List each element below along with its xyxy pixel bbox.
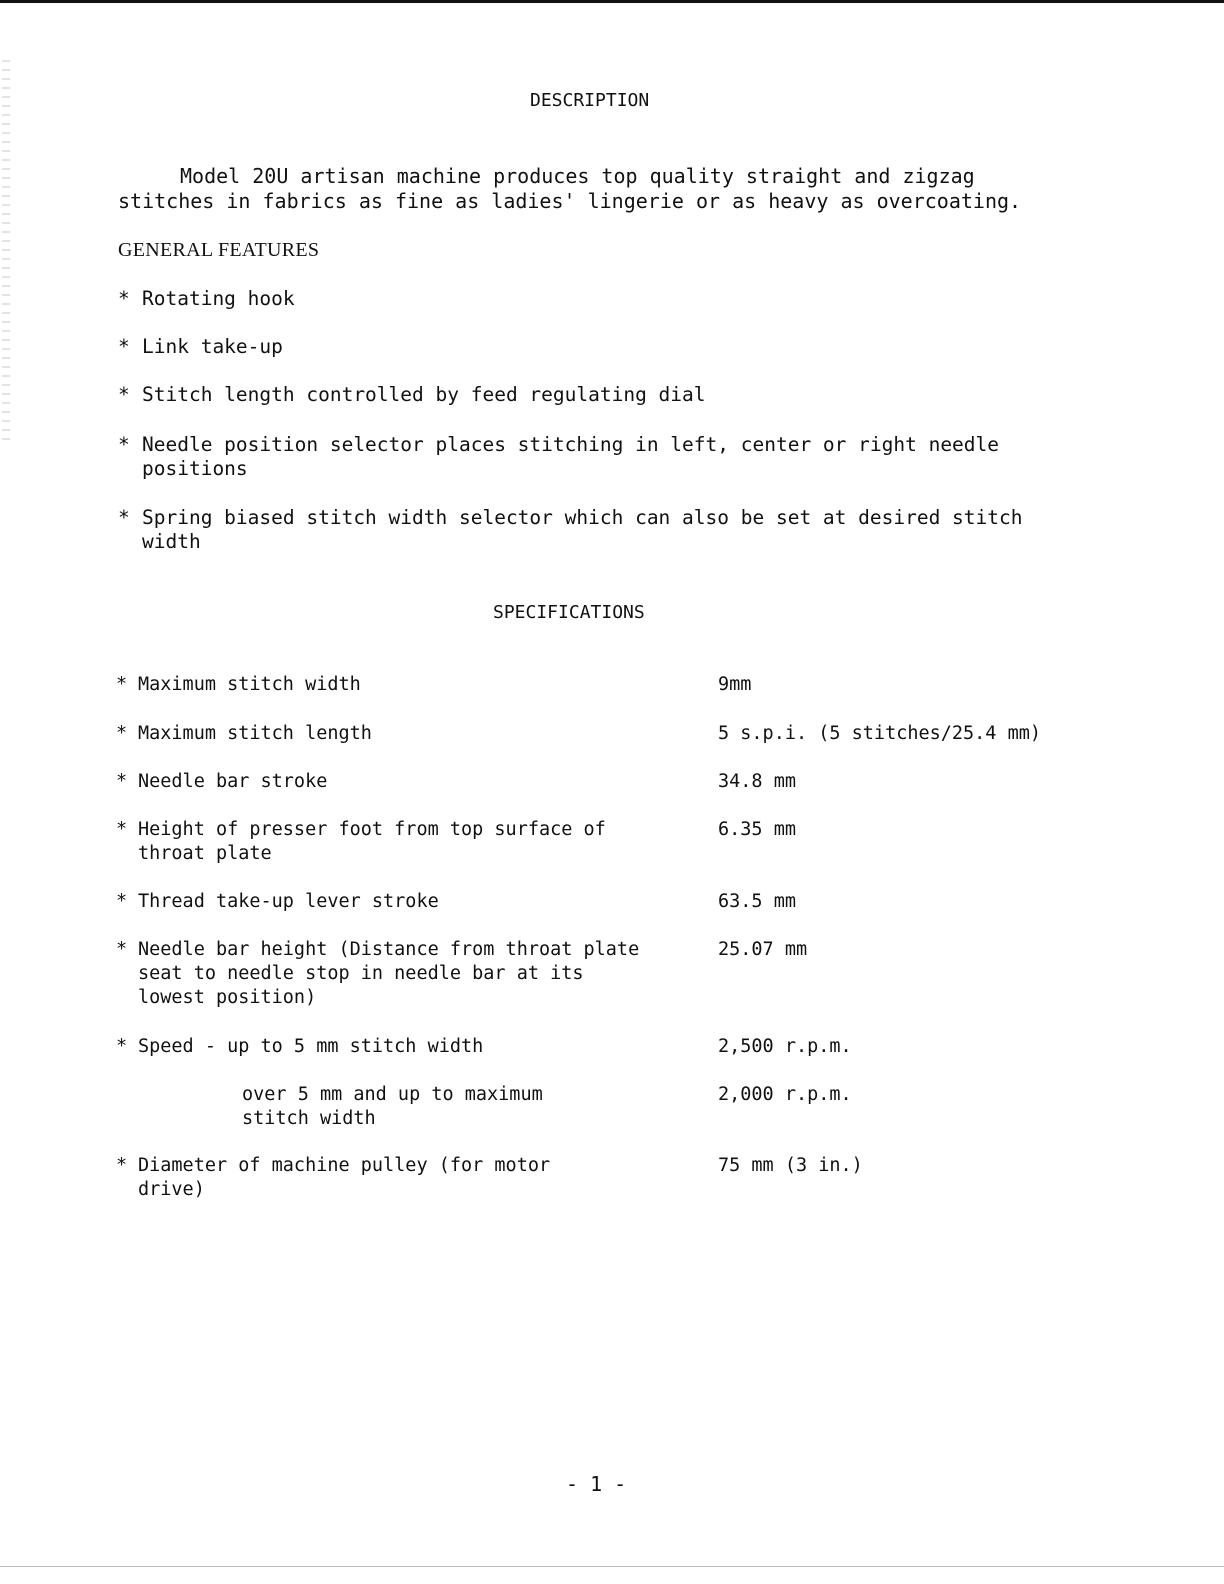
bullet-marker: *: [118, 383, 130, 406]
spec-label: [116, 770, 676, 794]
spec-value: 9mm: [718, 674, 752, 695]
feature-text: Needle position selector places stitching in left, center or right needle positions: [142, 433, 1000, 480]
spec-value: 63.5 mm: [718, 891, 796, 912]
spec-label-text: Thread take-up lever stroke: [138, 891, 439, 912]
bullet-marker: *: [116, 819, 128, 840]
bullet-marker: *: [118, 287, 130, 310]
feature-item: [118, 383, 1078, 407]
spec-value: 75 mm (3 in.): [718, 1155, 863, 1176]
description-line-2: stitches in fabrics as fine as ladies' lingerie or as heavy as overcoating.: [118, 189, 1022, 213]
spec-label: [116, 1154, 616, 1202]
spec-value: 25.07 mm: [718, 939, 808, 960]
feature-text: Rotating hook: [142, 287, 295, 310]
spec-label-text: Needle bar height (Distance from throat plate seat to needle stop in needle bar at its lowest position): [138, 939, 640, 1008]
bullet-marker: *: [116, 1155, 128, 1176]
bullet-marker: *: [118, 433, 130, 456]
spec-value: 5 s.p.i. (5 stitches/25.4 mm): [718, 723, 1042, 744]
spec-label-text: Maximum stitch width: [138, 674, 361, 695]
specifications-heading: SPECIFICATIONS: [493, 602, 645, 623]
general-features-title: GENERAL FEATURES: [118, 239, 320, 261]
bullet-marker: *: [116, 939, 128, 960]
spec-value: 2,000 r.p.m.: [718, 1084, 852, 1105]
spec-label-text: Height of presser foot from top surface of throat plate: [138, 819, 606, 864]
bullet-marker: *: [116, 723, 128, 744]
bottom-border-rule: [0, 1566, 1224, 1567]
spec-label-text: over 5 mm and up to maximum stitch width: [242, 1084, 543, 1129]
spec-label: [116, 722, 676, 746]
spec-label: [116, 890, 676, 914]
spec-label: [116, 818, 656, 866]
bullet-marker: *: [118, 506, 130, 529]
description-paragraph: [118, 164, 1078, 214]
feature-item: [118, 433, 1058, 481]
bullet-marker: *: [116, 1036, 128, 1057]
scan-edge-marks: [2, 60, 10, 440]
feature-item: [118, 506, 1083, 554]
spec-label: [116, 938, 646, 1010]
spec-value: 2,500 r.p.m.: [718, 1036, 852, 1057]
spec-label-text: Speed - up to 5 mm stitch width: [138, 1036, 484, 1057]
bullet-marker: *: [118, 335, 130, 358]
description-line-1: Model 20U artisan machine produces top quality straight and zigzag: [180, 164, 975, 188]
spec-label: [116, 1035, 676, 1059]
feature-text: Link take-up: [142, 335, 283, 358]
bullet-marker: *: [116, 771, 128, 792]
bullet-marker: *: [116, 674, 128, 695]
feature-item: [118, 287, 1078, 311]
spec-label-text: Maximum stitch length: [138, 723, 372, 744]
description-heading: DESCRIPTION: [530, 90, 650, 111]
feature-item: [118, 335, 1078, 359]
feature-text: Stitch length controlled by feed regulating dial: [142, 383, 706, 406]
bullet-marker: *: [116, 891, 128, 912]
spec-label: [116, 1083, 586, 1131]
spec-label-text: Diameter of machine pulley (for motor drive): [138, 1155, 551, 1200]
top-border-rule: [0, 0, 1224, 3]
spec-label: [116, 673, 676, 697]
spec-label-text: Needle bar stroke: [138, 771, 328, 792]
feature-text: Spring biased stitch width selector which can also be set at desired stitch width: [142, 506, 1023, 553]
spec-value: 34.8 mm: [718, 771, 796, 792]
page-number: - 1 -: [566, 1472, 627, 1496]
spec-value: 6.35 mm: [718, 819, 796, 840]
